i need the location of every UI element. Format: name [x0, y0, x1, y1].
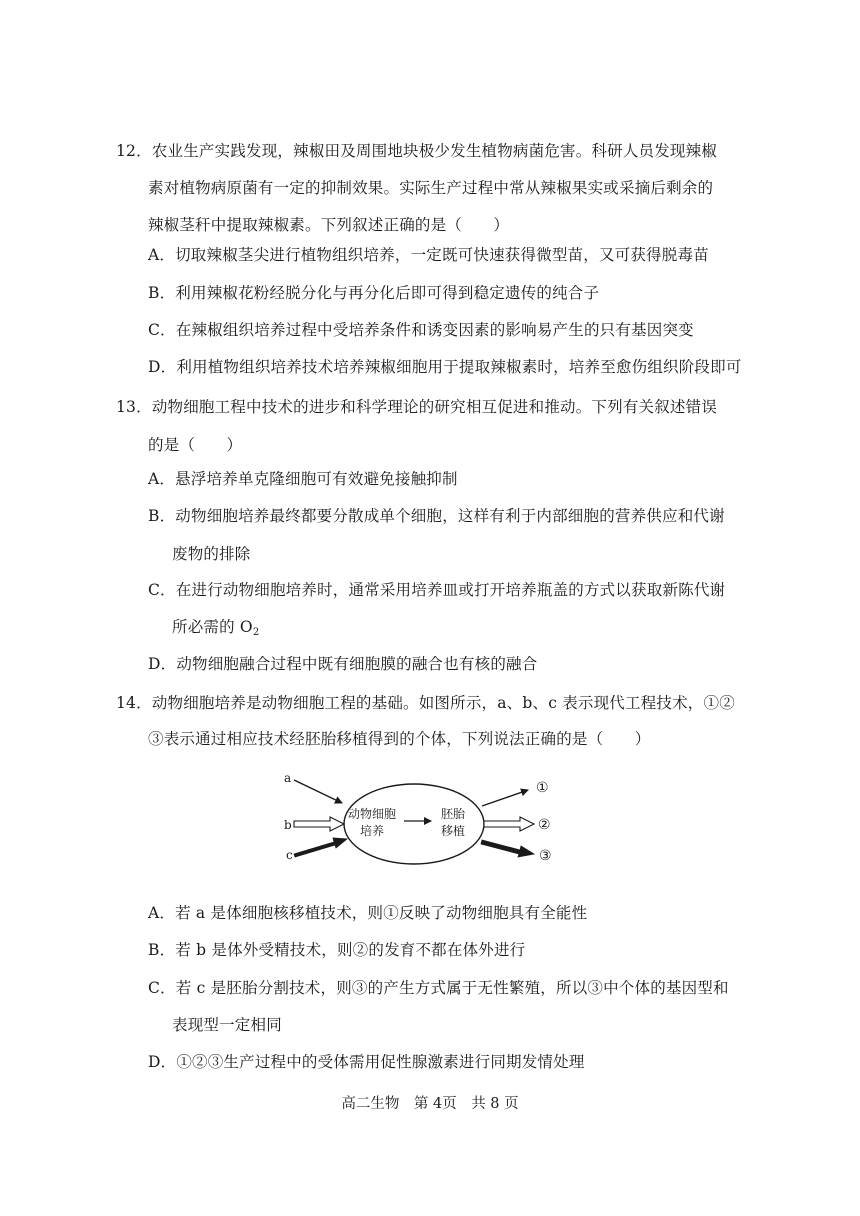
q13-option-c-line2: [172, 617, 259, 643]
q13-option-d: D．动物细胞融合过程中既有细胞膜的融合也有核的融合: [148, 655, 538, 673]
q12-stem-line3: 辣椒茎秆中提取辣椒素。下列叙述正确的是（ ）: [148, 216, 510, 234]
q12-stem-line1: 12．农业生产实践发现，辣椒田及周围地块极少发生植物病菌危害。科研人员发现辣椒: [116, 142, 718, 160]
output-2-label: ②: [538, 817, 551, 833]
q13-stem-line2: 的是（ ）: [148, 436, 243, 454]
q12-option-b: B．利用辣椒花粉经脱分化与再分化后即可得到稳定遗传的纯合子: [148, 284, 600, 302]
q13-option-c-line1: C．在进行动物细胞培养时，通常采用培养皿或打开培养瓶盖的方式以获取新陈代谢: [148, 581, 726, 599]
q13-option-a: A．悬浮培养单克隆细胞可有效避免接触抑制: [148, 470, 458, 488]
q13-option-c-text: 所必需的 O: [172, 618, 253, 636]
box-left-line2: 培养: [359, 824, 385, 838]
box-left-line1: 动物细胞: [347, 807, 397, 821]
process-diagram: [272, 768, 572, 876]
q14-option-c-line1: C．若 c 是胚胎分割技术，则③的产生方式属于无性繁殖，所以③中个体的基因型和: [148, 979, 729, 997]
label-a: a: [284, 771, 292, 785]
q12-option-c: C．在辣椒组织培养过程中受培养条件和诱变因素的影响易产生的只有基因突变: [148, 321, 694, 339]
q14-stem-line2: ③表示通过相应技术经胚胎移植得到的个体，下列说法正确的是（ ）: [148, 730, 651, 748]
output-1-label: ①: [536, 780, 549, 796]
box-right-line1: 胚胎: [440, 807, 466, 821]
q14-option-b: B．若 b 是体外受精技术，则②的发育不都在体外进行: [148, 941, 526, 959]
q12-option-a: A．切取辣椒茎尖进行植物组织培养，一定既可快速获得微型苗，又可获得脱毒苗: [148, 246, 709, 264]
arrow-out-3: [481, 840, 534, 857]
arrow-a: [294, 780, 342, 803]
output-3-label: ③: [539, 848, 552, 864]
arrow-out-2: [484, 817, 534, 831]
box-right-line2: 移植: [440, 824, 466, 838]
page-footer: 高二生物 第 4页 共 8 页: [341, 1096, 519, 1112]
q14-option-d: D．①②③生产过程中的受体需用促性腺激素进行同期发情处理: [148, 1053, 585, 1071]
subscript-2: 2: [252, 627, 260, 638]
q14-option-c-line2: 表现型一定相同: [172, 1016, 282, 1034]
q13-option-b-line1: B．动物细胞培养最终都要分散成单个细胞，这样有利于内部细胞的营养供应和代谢: [148, 507, 725, 525]
arrow-c: [294, 838, 347, 857]
label-c: c: [286, 848, 293, 862]
q13-option-b-line2: 废物的排除: [172, 545, 251, 563]
q14-option-a: A．若 a 是体细胞核移植技术，则①反映了动物细胞具有全能性: [148, 904, 588, 922]
q14-stem-line1: 14．动物细胞培养是动物细胞工程的基础。如图所示，a、b、c 表示现代工程技术，①②: [116, 694, 735, 712]
arrow-b: [294, 817, 344, 831]
label-b: b: [284, 818, 292, 832]
q13-stem-line1: 13．动物细胞工程中技术的进步和科学理论的研究相互促进和推动。下列有关叙述错误: [116, 398, 718, 416]
arrow-out-1: [482, 790, 528, 806]
q12-stem-line2: 素对植物病原菌有一定的抑制效果。实际生产过程中常从辣椒果实或采摘后剩余的: [148, 179, 714, 197]
process-diagram-svg: [272, 768, 572, 876]
q12-option-d: D．利用植物组织培养技术培养辣椒细胞用于提取辣椒素时，培养至愈伤组织阶段即可: [148, 358, 742, 376]
